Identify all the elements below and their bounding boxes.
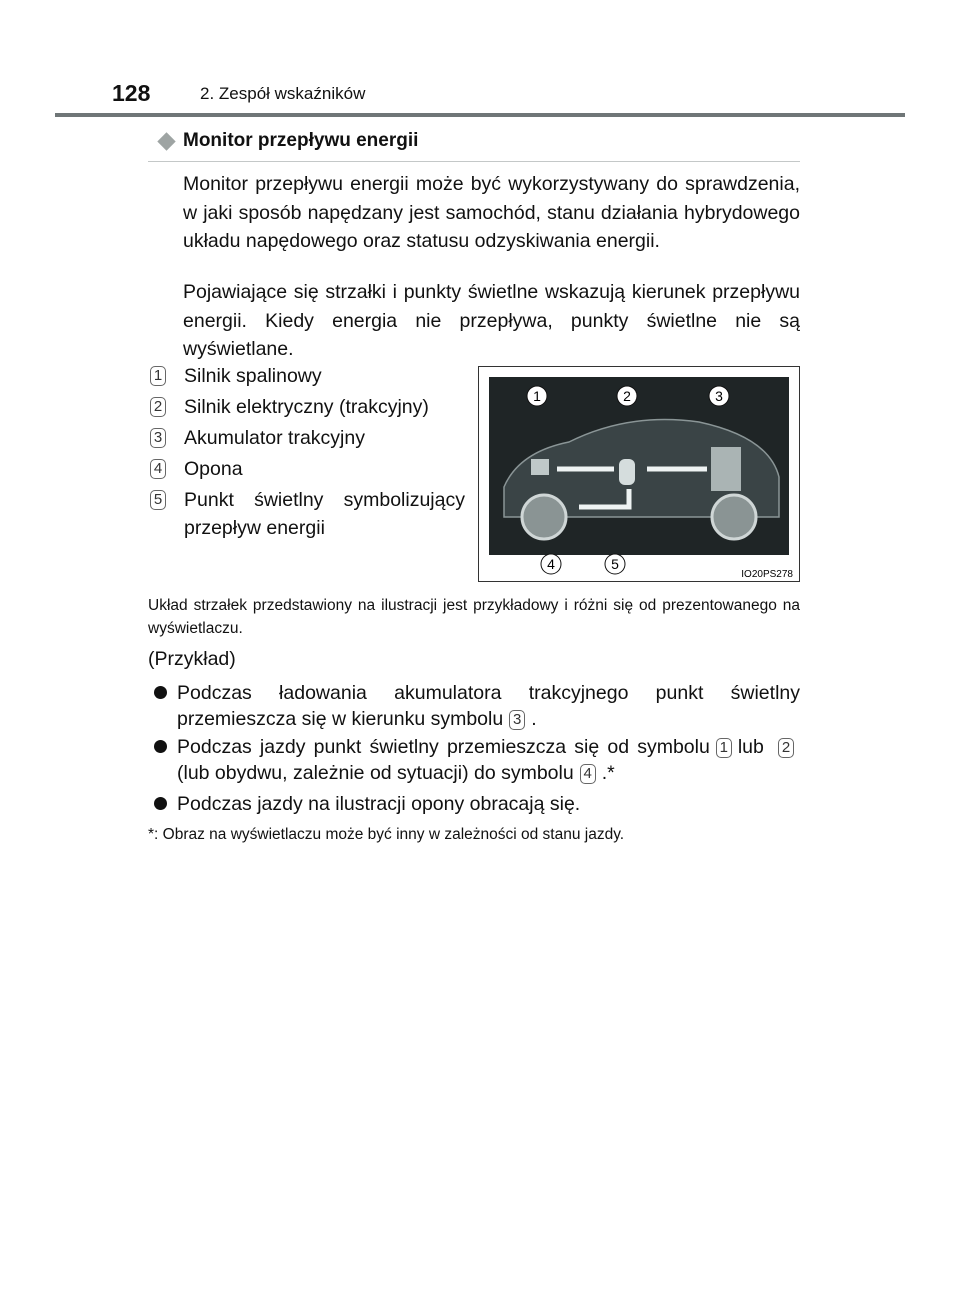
bullet-text: (lub obydwu, zależnie od sytuacji) do symbolu xyxy=(177,762,574,784)
chapter-title: 2. Zespół wskaźników xyxy=(200,84,366,103)
legend-label: Silnik elektryczny (trakcyjny) xyxy=(184,396,429,418)
callout-number: 3 xyxy=(150,428,166,448)
figure-code: IO20PS278 xyxy=(741,569,793,580)
callout-number: 2 xyxy=(778,738,794,758)
bullet-item xyxy=(150,734,800,786)
page-number: 128 xyxy=(112,80,151,106)
bullet-text: Podczas jazdy na ilustracji opony obracają się. xyxy=(177,793,581,815)
bullet-text: lub xyxy=(737,736,764,758)
legend-label: Punkt świetlny symbolizujący przepływ energii xyxy=(184,489,465,539)
bullet-icon xyxy=(154,797,167,810)
legend-item xyxy=(150,393,465,421)
callout-number: 1 xyxy=(150,366,166,386)
legend-label: Opona xyxy=(184,458,243,480)
callout-number: 5 xyxy=(150,490,166,510)
callout-4: 4 xyxy=(547,556,555,572)
legend-label: Akumulator trakcyjny xyxy=(184,427,365,449)
bullet-text: Podczas jazdy punkt świetlny przemieszcza się od symbolu xyxy=(177,736,710,758)
legend-item xyxy=(150,455,465,483)
callout-number: 2 xyxy=(150,397,166,417)
callout-number: 4 xyxy=(150,459,166,479)
energy-monitor-figure xyxy=(478,366,800,582)
section-title: Monitor przepływu energii xyxy=(183,130,419,151)
car-illustration xyxy=(479,367,799,581)
bullet-text: . xyxy=(531,708,537,730)
legend-list xyxy=(150,362,465,545)
note: Układ strzałek przedstawiony na ilustracji jest przykładowy i różni się od prezentowanego na wyświetlaczu. xyxy=(148,597,800,637)
heading-rule xyxy=(148,161,800,162)
legend-item xyxy=(150,486,465,542)
footnote: *: Obraz na wyświetlaczu może być inny w zależności od stanu jazdy. xyxy=(148,826,625,843)
header-rule xyxy=(55,113,905,117)
bullet-item xyxy=(150,680,800,732)
paragraph: Pojawiające się strzałki i punkty świetlne wskazują kierunek przepływu energii. Kiedy energia nie przepływa, punkty świetlne nie są wyświetlane. xyxy=(183,281,800,360)
callout-1: 1 xyxy=(533,388,541,404)
paragraph: Monitor przepływu energii może być wykorzystywany do sprawdzenia, w jaki sposób napędzany jest samochód, stanu działania hybrydowego układu napędowego oraz statusu odzyskiwania energii. xyxy=(183,173,800,252)
bullet-text: .* xyxy=(601,762,615,784)
callout-2: 2 xyxy=(623,388,631,404)
bullet-item xyxy=(150,791,800,817)
section-heading xyxy=(160,130,418,152)
bullet-text: Podczas ładowania akumulatora trakcyjnego punkt świetlny przemieszcza się w kierunku symbolu xyxy=(177,682,800,730)
callout-number: 4 xyxy=(580,764,596,784)
bullet-icon xyxy=(154,740,167,753)
callout-5: 5 xyxy=(611,556,619,572)
legend-item xyxy=(150,362,465,390)
example-label: (Przykład) xyxy=(148,648,236,670)
legend-item xyxy=(150,424,465,452)
callout-number: 3 xyxy=(509,710,525,730)
diamond-icon xyxy=(157,132,175,150)
callout-number: 1 xyxy=(716,738,732,758)
legend-label: Silnik spalinowy xyxy=(184,365,322,387)
bullet-icon xyxy=(154,686,167,699)
callout-3: 3 xyxy=(715,388,723,404)
